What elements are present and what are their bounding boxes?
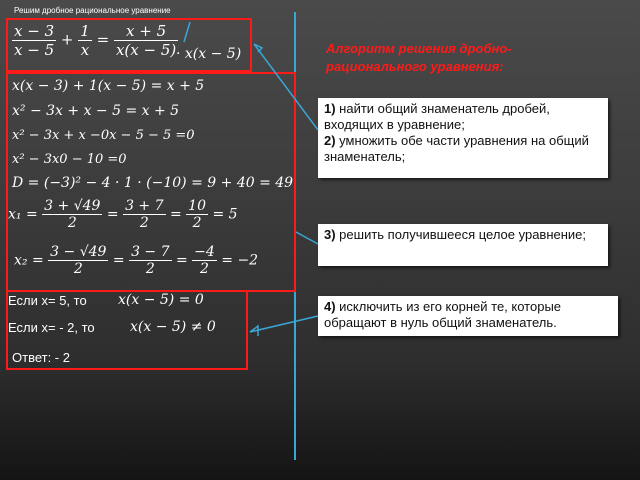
answer-text: Ответ: - 2 <box>12 350 70 365</box>
x1-result: = 5 <box>212 206 238 223</box>
x1-frac3-num: 10 <box>188 198 206 214</box>
step1-number: 1) <box>324 101 336 116</box>
check-expr-2: x(x − 5) ≠ 0 <box>130 319 216 335</box>
algorithm-heading: Алгоритм решения дробно-рационального уравнения: <box>326 41 512 74</box>
x2-frac3-den: 2 <box>200 261 209 277</box>
multiplier: · x(x − 5) <box>176 46 242 62</box>
x2-label: x₂ = <box>14 252 44 269</box>
check-if-1: Если x= 5, то <box>8 293 87 308</box>
step1-text: найти общий знаменатель дробей, входящих в уравнение; <box>324 101 550 132</box>
x2-frac1-num: 3 − √49 <box>50 244 107 260</box>
frac1-num: x − 3 <box>14 22 55 40</box>
x2-frac2-num: 3 − 7 <box>131 244 170 260</box>
solution-line-3: x² − 3x + x −0x − 5 − 5 =0 <box>12 128 195 143</box>
plus-sign: + <box>60 30 74 49</box>
x1-frac1-num: 3 + √49 <box>44 198 101 214</box>
solution-line-4: x² − 3x0 − 10 =0 <box>12 152 127 167</box>
x2-frac1-den: 2 <box>73 261 83 277</box>
step4-text: исключить из его корней те, которые обращают в нуль общий знаменатель. <box>324 299 562 330</box>
x2-frac2-den: 2 <box>145 261 155 277</box>
arrowhead-1 <box>254 44 262 52</box>
solution-line-2: x² − 3x + x − 5 = x + 5 <box>12 103 180 119</box>
x1-eq1: = <box>106 206 119 223</box>
arrow-step1-to-equation <box>254 44 318 130</box>
frac2-den: x <box>80 41 90 59</box>
frac3-den: x(x − 5) <box>115 41 177 59</box>
x1-eq2: = <box>169 206 182 223</box>
frac1-den: x − 5 <box>14 41 55 59</box>
x2-eq2: = <box>175 252 188 269</box>
step3-text: решить получившееся целое уравнение; <box>335 227 587 242</box>
check-if-2: Если x= - 2, то <box>8 320 95 335</box>
step3-number: 3) <box>324 227 336 242</box>
arrow-step3-to-solution <box>296 232 318 244</box>
arrow-step2-pointer <box>184 22 190 42</box>
frac3-num: x + 5 <box>114 22 178 41</box>
step2-text: умножить обе части уравнения на общий знаменатель; <box>324 133 589 164</box>
step2-number: 2) <box>324 133 336 148</box>
frac2-num: 1 <box>80 22 90 40</box>
x1-frac2-den: 2 <box>139 215 149 231</box>
x2-result: = −2 <box>221 252 259 269</box>
x1-frac2-num: 3 + 7 <box>125 198 164 214</box>
x1-label: x₁ = <box>8 206 38 223</box>
x1-frac3-den: 2 <box>192 215 202 231</box>
step4-number: 4) <box>324 299 336 314</box>
check-expr-1: x(x − 5) = 0 <box>118 292 204 308</box>
solution-line-1: x(x − 3) + 1(x − 5) = x + 5 <box>12 78 205 94</box>
x2-eq1: = <box>112 252 125 269</box>
slide-title: Решим дробное рациональное уравнение <box>14 6 171 15</box>
equals-sign: = <box>96 30 110 49</box>
x2-frac3-num: −4 <box>194 244 215 260</box>
x1-frac1-den: 2 <box>67 215 77 231</box>
arrow-step4-to-check <box>250 316 318 332</box>
solution-line-5: D = (−3)² − 4 · 1 · (−10) = 9 + 40 = 49 <box>12 175 294 191</box>
